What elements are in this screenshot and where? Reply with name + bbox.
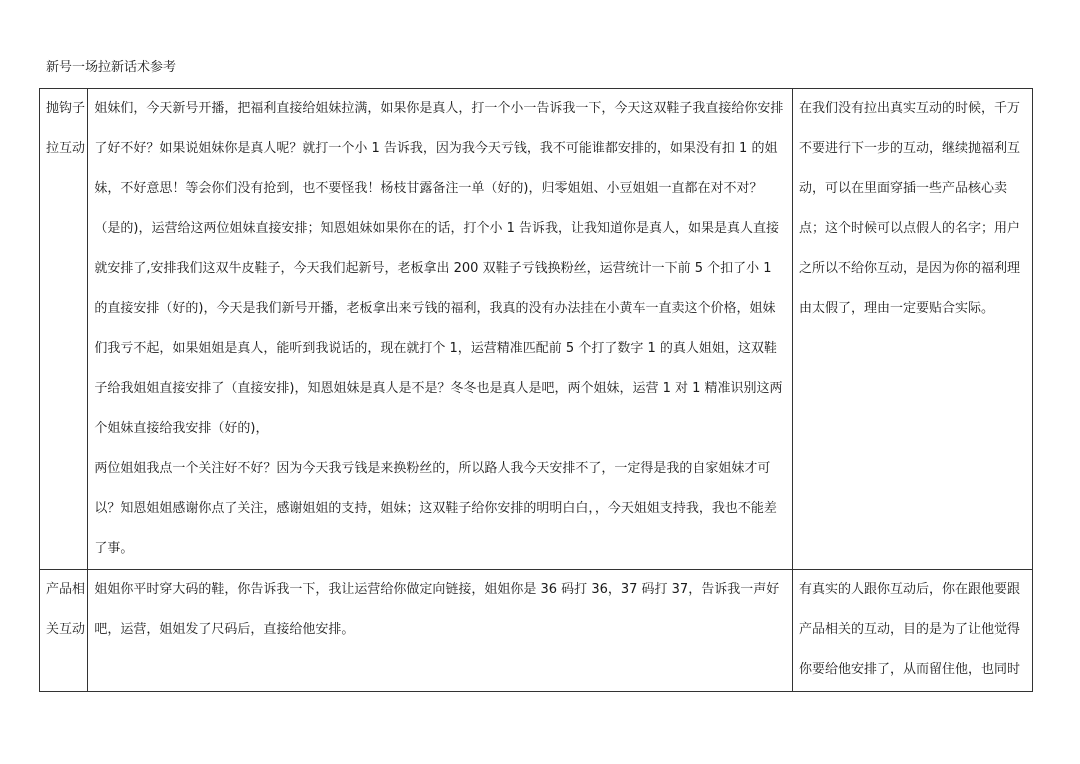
script-paragraph: 姐姐你平时穿大码的鞋，你告诉我一下，我让运营给你做定向链接，姐姐你是 36 码打 36，37 码打 37，告诉我一声好吧，运营，姐姐发了尺码后，直接给他安排。 bbox=[94, 582, 780, 637]
script-table bbox=[39, 88, 1033, 692]
row-label: 产品相关互动 bbox=[40, 570, 88, 692]
script-paragraph: 姐妹们，今天新号开播，把福利直接给姐妹拉满，如果你是真人，打一个小一告诉我一下，今天这双鞋子我直接给你安排了好不好？如果说姐妹你是真人呢？就打一个小 1 告诉我，因为我今天亏钱，我不可能谁都安排的，如果没有扣 1 的姐妹，不好意思！等会你们没有抢到，也不要怪我！杨枝甘露备注一单（好的)，归零姐姐、小豆姐姐一直都在对不对？（是的)，运营给这两位姐妹直接安排；知恩姐妹如果你在的话，打个小 1 告诉我，让我知道你是真人，如果是真人直接就安排了,安排我们这双牛皮鞋子，今天我们起新号，老板拿出 200 双鞋子亏钱换粉丝，运营统计一下前 5 个扣了小 1 的直接安排（好的)，今天是我们新号开播，老板拿出来亏钱的福利，我真的没有办法挂在小黄车一直卖这个价格，姐妹们我亏不起，如果姐姐是真人，能听到我说话的，现在就打个 1，运营精准匹配前 5 个打了数字 1 的真人姐姐，这双鞋子给我姐姐直接安排了（直接安排)，知恩姐妹是真人是不是？冬冬也是真人是吧，两个姐妹，运营 1 对 1 精准识别这两个姐妹直接给我安排（好的)， bbox=[94, 101, 784, 436]
script-cell bbox=[88, 570, 793, 692]
note-cell: 有真实的人跟你互动后，你在跟他要跟产品相关的互动，目的是为了让他觉得你要给他安排了，从而留住他，也同时 bbox=[793, 570, 1033, 692]
script-paragraph: 两位姐姐我点一个关注好不好？因为今天我亏钱是来换粉丝的，所以路人我今天安排不了，一定得是我的自家姐妹才可以？知恩姐姐感谢你点了关注，感谢姐姐的支持，姐妹；这双鞋子给你安排的明明白白，，今天姐姐支持我，我也不能差了事。 bbox=[94, 461, 777, 556]
script-cell bbox=[88, 89, 793, 570]
document-title: 新号一场拉新话术参考 bbox=[46, 60, 177, 75]
table-row bbox=[40, 89, 1033, 570]
table-row bbox=[40, 570, 1033, 692]
row-label: 抛钩子拉互动 bbox=[40, 89, 88, 570]
note-cell: 在我们没有拉出真实互动的时候，千万不要进行下一步的互动，继续抛福利互动，可以在里面穿插一些产品核心卖点；这个时候可以点假人的名字；用户之所以不给你互动，是因为你的福利理由太假了，理由一定要贴合实际。 bbox=[793, 89, 1033, 570]
